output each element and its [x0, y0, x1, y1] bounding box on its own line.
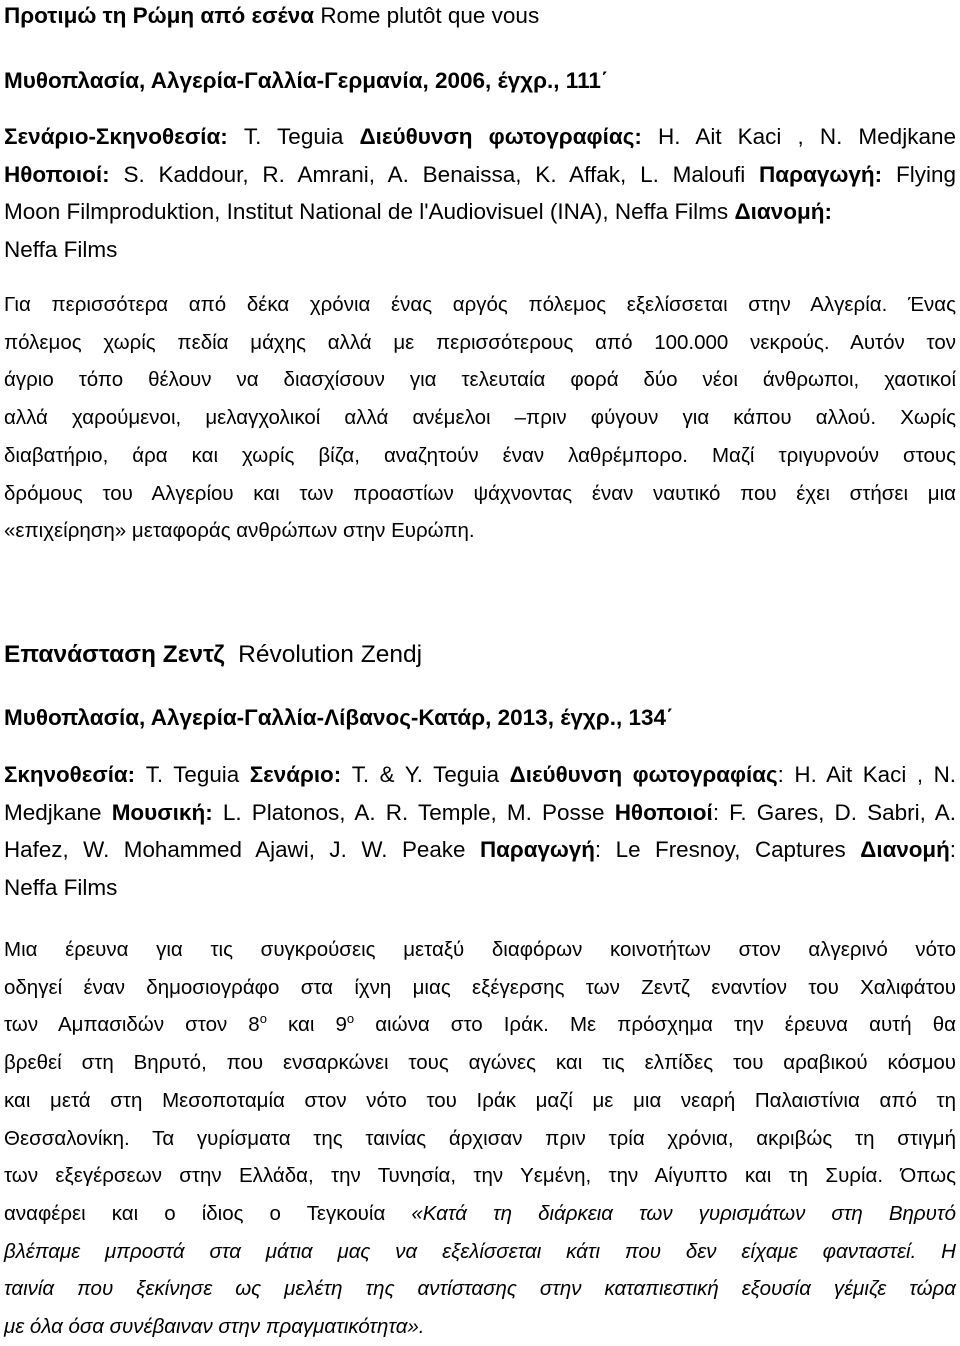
film1-title-greek: Προτιμώ τη Ρώμη από εσένα	[4, 3, 315, 28]
synopsis-line: πόλεμος χωρίς πεδία μάχης αλλά με περισσότερους από 100.000 νεκρούς. Αυτόν τον	[4, 330, 956, 354]
synopsis-line: Για περισσότερα από δέκα χρόνια ένας αργός πόλεμος εξελίσσεται στην Αλγερία. Ένας	[4, 293, 956, 316]
synopsis-line: άγριο τόπο θέλουν να διασχίσουν για τελευταία φορά δύο νέοι άνθρωποι, χαοτικοί	[4, 368, 956, 392]
synopsis-line: Μια έρευνα για τις συγκρούσεις μεταξύ διαφόρων κοινοτήτων στον αλγερινό νότο	[4, 938, 956, 961]
synopsis-line: με όλα όσα συνέβαιναν στην πραγματικότητα».	[4, 1315, 425, 1339]
synopsis-line: αναφέρει και ο ίδιος ο Τεγκουία «Κατά τη διάρκεια των γυρισμάτων στη Βηρυτό	[4, 1201, 956, 1225]
film1-title-french: Rome plutôt que vous	[320, 3, 540, 28]
synopsis-line: βρεθεί στη Βηρυτό, που ενσαρκώνει τους αγώνες και τις ελπίδες του αραβικού κόσμου	[4, 1051, 956, 1075]
film2-title	[4, 636, 956, 673]
synopsis-line: των εξεγέρσεων στην Ελλάδα, την Τυνησία, την Υεμένη, την Αίγυπτο και τη Συρία. Όπως	[4, 1164, 956, 1188]
film2-synopsis	[4, 931, 956, 1346]
synopsis-line: οδηγεί έναν δημοσιογράφο στα ίχνη μιας εξέγερσης των Ζεντζ εναντίον του Χαλιφάτου	[4, 975, 956, 999]
synopsis-line: και μετά στη Μεσοποταμία στον νότο του Ιράκ μαζί με μια νεαρή Παλαιστίνια από τη	[4, 1088, 956, 1112]
synopsis-line: των Αμπασιδών στον $8^o$ και $9^o$ αιώνα στο Ιράκ. Με πρόσχημα την έρευνα αυτή θα	[4, 1011, 956, 1037]
synopsis-line: δρόμους του Αλγερίου και των προαστίων ψάχνοντας έναν ναυτικό που έχει στήσει μια	[4, 481, 956, 505]
film2-title-greek: Επανάσταση Ζεντζ	[4, 641, 225, 668]
film1-synopsis	[4, 286, 956, 550]
film2-title-french: Révolution Zendj	[238, 641, 423, 668]
synopsis-line: ταινία που ξεκίνησε ως μελέτη της αντίστασης στην καταπιεστική εξουσία γέμιζε τώρα	[4, 1277, 956, 1301]
synopsis-line: «επιχείρηση» μεταφοράς ανθρώπων στην Ευρώπη.	[4, 519, 475, 543]
synopsis-line: Θεσσαλονίκη. Τα γυρίσματα της ταινίας άρχισαν πριν τρία χρόνια, ακριβώς τη στιγμή	[4, 1126, 956, 1150]
film1-title	[4, 0, 956, 35]
film1-info: Μυθοπλασία, Αλγερία-Γαλλία-Γερμανία, 2006, έγχρ., 111΄	[4, 68, 609, 93]
film2-credits: Σκηνοθεσία: T. Teguia Σενάριο: T. & Y. Teguia Διεύθυνση φωτογραφίας: H. Ait Kaci , N. Medjkane Μουσική: L. Platonos, A. R. Temple, M. Posse Ηθοποιοί: F. Gares, D. Sabri, A. Hafez, W. Mohammed Ajawi, J. W. Peake Παραγωγή: Le Fresnoy, Captures Διανομή: Neffa Films	[4, 762, 957, 901]
synopsis-line: διαβατήριο, άρα και χωρίς βίζα, αναζητούν έναν λαθρέμπορο. Μαζί τριγυρνούν στους	[4, 443, 956, 467]
film2-info: Μυθοπλασία, Αλγερία-Γαλλία-Λίβανος-Κατάρ, 2013, έγχρ., 134΄	[4, 705, 674, 730]
synopsis-line: αλλά χαρούμενοι, μελαγχολικοί αλλά ανέμελοι –πριν φύγουν για κάπου αλλού. Χωρίς	[4, 406, 956, 430]
synopsis-line: βλέπαμε μπροστά στα μάτια μας να εξελίσσεται κάτι που δεν είχαμε φανταστεί. Η	[4, 1239, 956, 1263]
film1-credits: Σενάριο-Σκηνοθεσία: T. Teguia Διεύθυνση φωτογραφίας: H. Ait Kaci , N. Medjkane Ηθοποιοί: S. Kaddour, R. Amrani, A. Benaissa, K. Affak, L. Maloufi Παραγωγή: Flying Moon Filmproduktion, Institut National de l'Audiovisuel (INA), Neffa Films Διανομή: Neffa Films	[4, 124, 956, 263]
